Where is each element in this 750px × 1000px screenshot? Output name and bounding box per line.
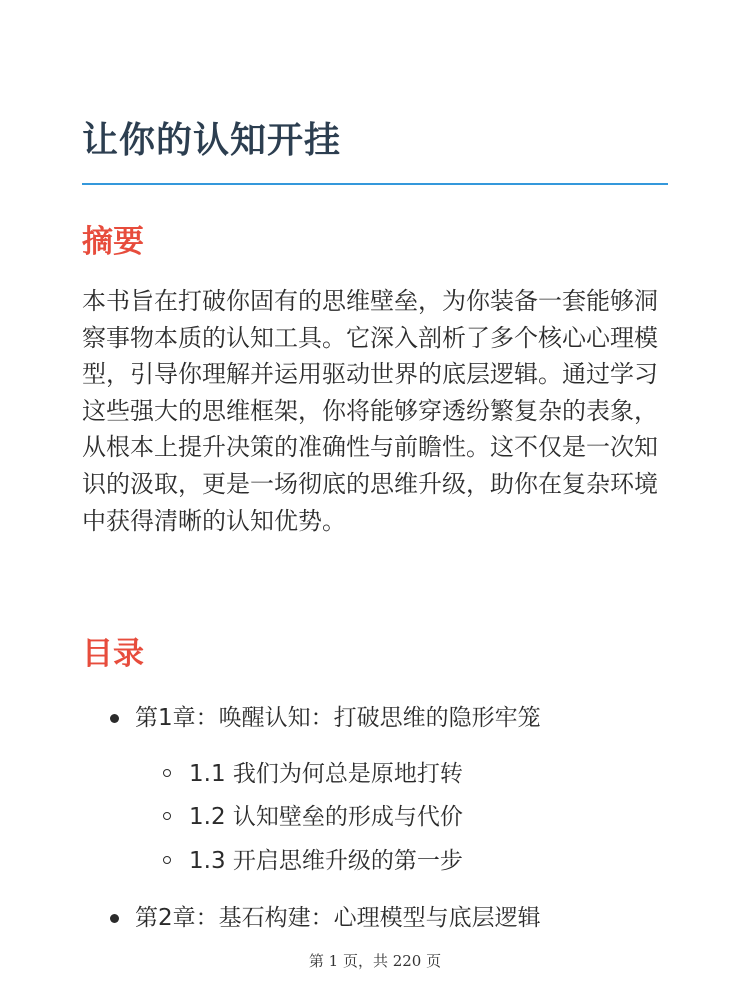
toc-chapter-2 [135,902,541,934]
toc-chapter-label: 第2章：基石构建：心理模型与底层逻辑 [135,905,541,931]
toc-section-label: 1.2 认知壁垒的形成与代价 [189,804,463,830]
bullet-icon [110,714,119,723]
bullet-icon [110,914,119,923]
abstract-heading: 摘要 [82,224,144,260]
page-number: 第 1 页，共 220 页 [308,952,442,970]
circle-bullet-icon [163,769,171,777]
title-divider [82,183,668,185]
toc-section-1-3 [189,845,463,877]
toc-chapter-1 [135,702,541,734]
circle-bullet-icon [163,856,171,864]
circle-bullet-icon [163,812,171,820]
toc-section-1-1 [189,758,463,790]
toc-section-label: 1.1 我们为何总是原地打转 [189,761,463,787]
toc-section-1-2 [189,801,463,833]
book-title: 让你的认知开挂 [82,120,342,161]
toc-section-label: 1.3 开启思维升级的第一步 [189,848,463,874]
abstract-text: 本书旨在打破你固有的思维壁垒，为你装备一套能够洞察事物本质的认知工具。它深入剖析了多个核心心理模型，引导你理解并运用驱动世界的底层逻辑。通过学习这些强大的思维框架，你将能够穿透纷繁复杂的表象，从根本上提升决策的准确性与前瞻性。这不仅是一次知识的汲取，更是一场彻底的思维升级，助你在复杂环境中获得清晰的认知优势。 [82,287,658,535]
toc-chapter-label: 第1章：唤醒认知：打破思维的隐形牢笼 [135,705,541,731]
toc-heading: 目录 [82,636,144,672]
